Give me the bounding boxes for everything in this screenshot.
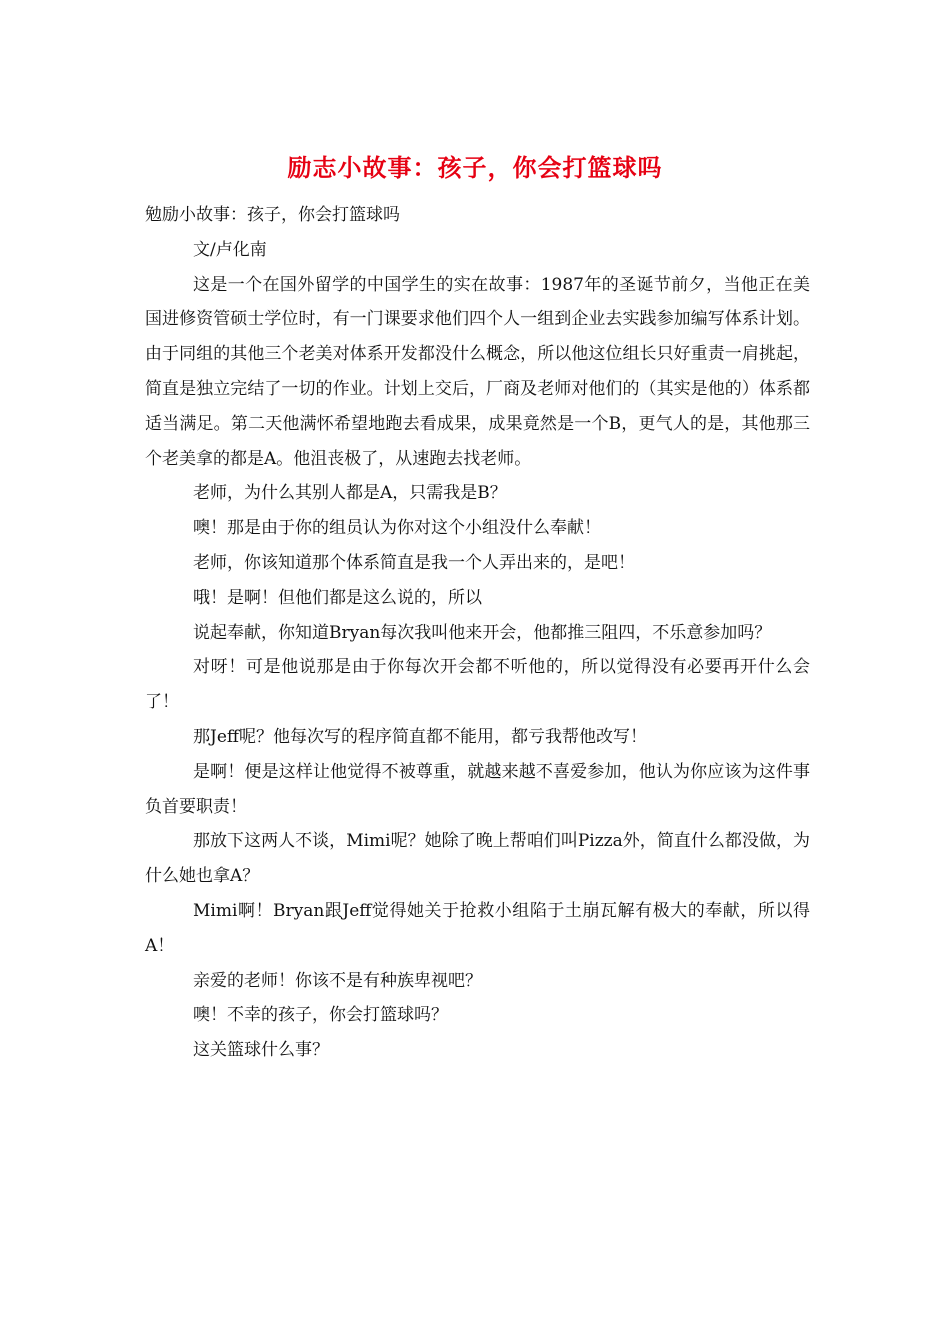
paragraph: 那Jeff呢？他每次写的程序简直都不能用，都亏我帮他改写！: [193, 726, 647, 747]
paragraph: 对呀！可是他说那是由于你每次开会都不听他的，所以觉得没有必要再开什么会了！: [145, 657, 810, 713]
paragraph: 这是一个在国外留学的中国学生的实在故事：1987年的圣诞节前夕，当他正在美国进修资管硕士学位时，有一门课要求他们四个人一组到企业去实践参加编写体系计划。由于同组的其他三个老美对体系开发都没什么概念，所以他这位组长只好重责一肩挑起，简直是独立完结了一切的作业。计划上交后，厂商及老师对他们的（其实是他的）体系都适当满足。第二天他满怀希望地跑去看成果，成果竟然是一个B，更气人的是，其他那三个老美拿的都是A。他沮丧极了，从速跑去找老师。: [145, 274, 810, 469]
paragraph: 老师，为什么其别人都是A，只需我是B？: [193, 483, 507, 504]
paragraph: 是啊！便是这样让他觉得不被尊重，就越来越不喜爱参加，他认为你应该为这件事负首要职责！: [145, 761, 810, 817]
paragraph: 说起奉献，你知道Bryan每次我叫他来开会，他都推三阻四，不乐意参加吗？: [193, 622, 772, 643]
document-title: 励志小故事：孩子，你会打篮球吗: [287, 153, 663, 182]
paragraph: 那放下这两人不谈，Mimi呢？她除了晚上帮咱们叫Pizza外，简直什么都没做，为什么她也拿A？: [145, 831, 810, 887]
author-line: 文/卢化南: [193, 239, 267, 260]
document-body: [145, 198, 810, 1068]
paragraph: 哦！是啊！但他们都是这么说的，所以: [193, 587, 482, 608]
paragraph: 老师，你该知道那个体系简直是我一个人弄出来的，是吧！: [193, 552, 635, 573]
paragraph: 噢！那是由于你的组员认为你对这个小组没什么奉献！: [193, 518, 601, 539]
document-subtitle: 勉励小故事：孩子，你会打篮球吗: [145, 205, 400, 225]
paragraph: Mimi啊！Bryan跟Jeff觉得她关于抢救小组陷于土崩瓦解有极大的奉献，所以得A！: [145, 900, 810, 956]
paragraph: 亲爱的老师！你该不是有种族卑视吧？: [193, 970, 482, 991]
paragraph: 这关篮球什么事？: [193, 1040, 329, 1061]
paragraph: 噢！不幸的孩子，你会打篮球吗？: [193, 1005, 448, 1026]
